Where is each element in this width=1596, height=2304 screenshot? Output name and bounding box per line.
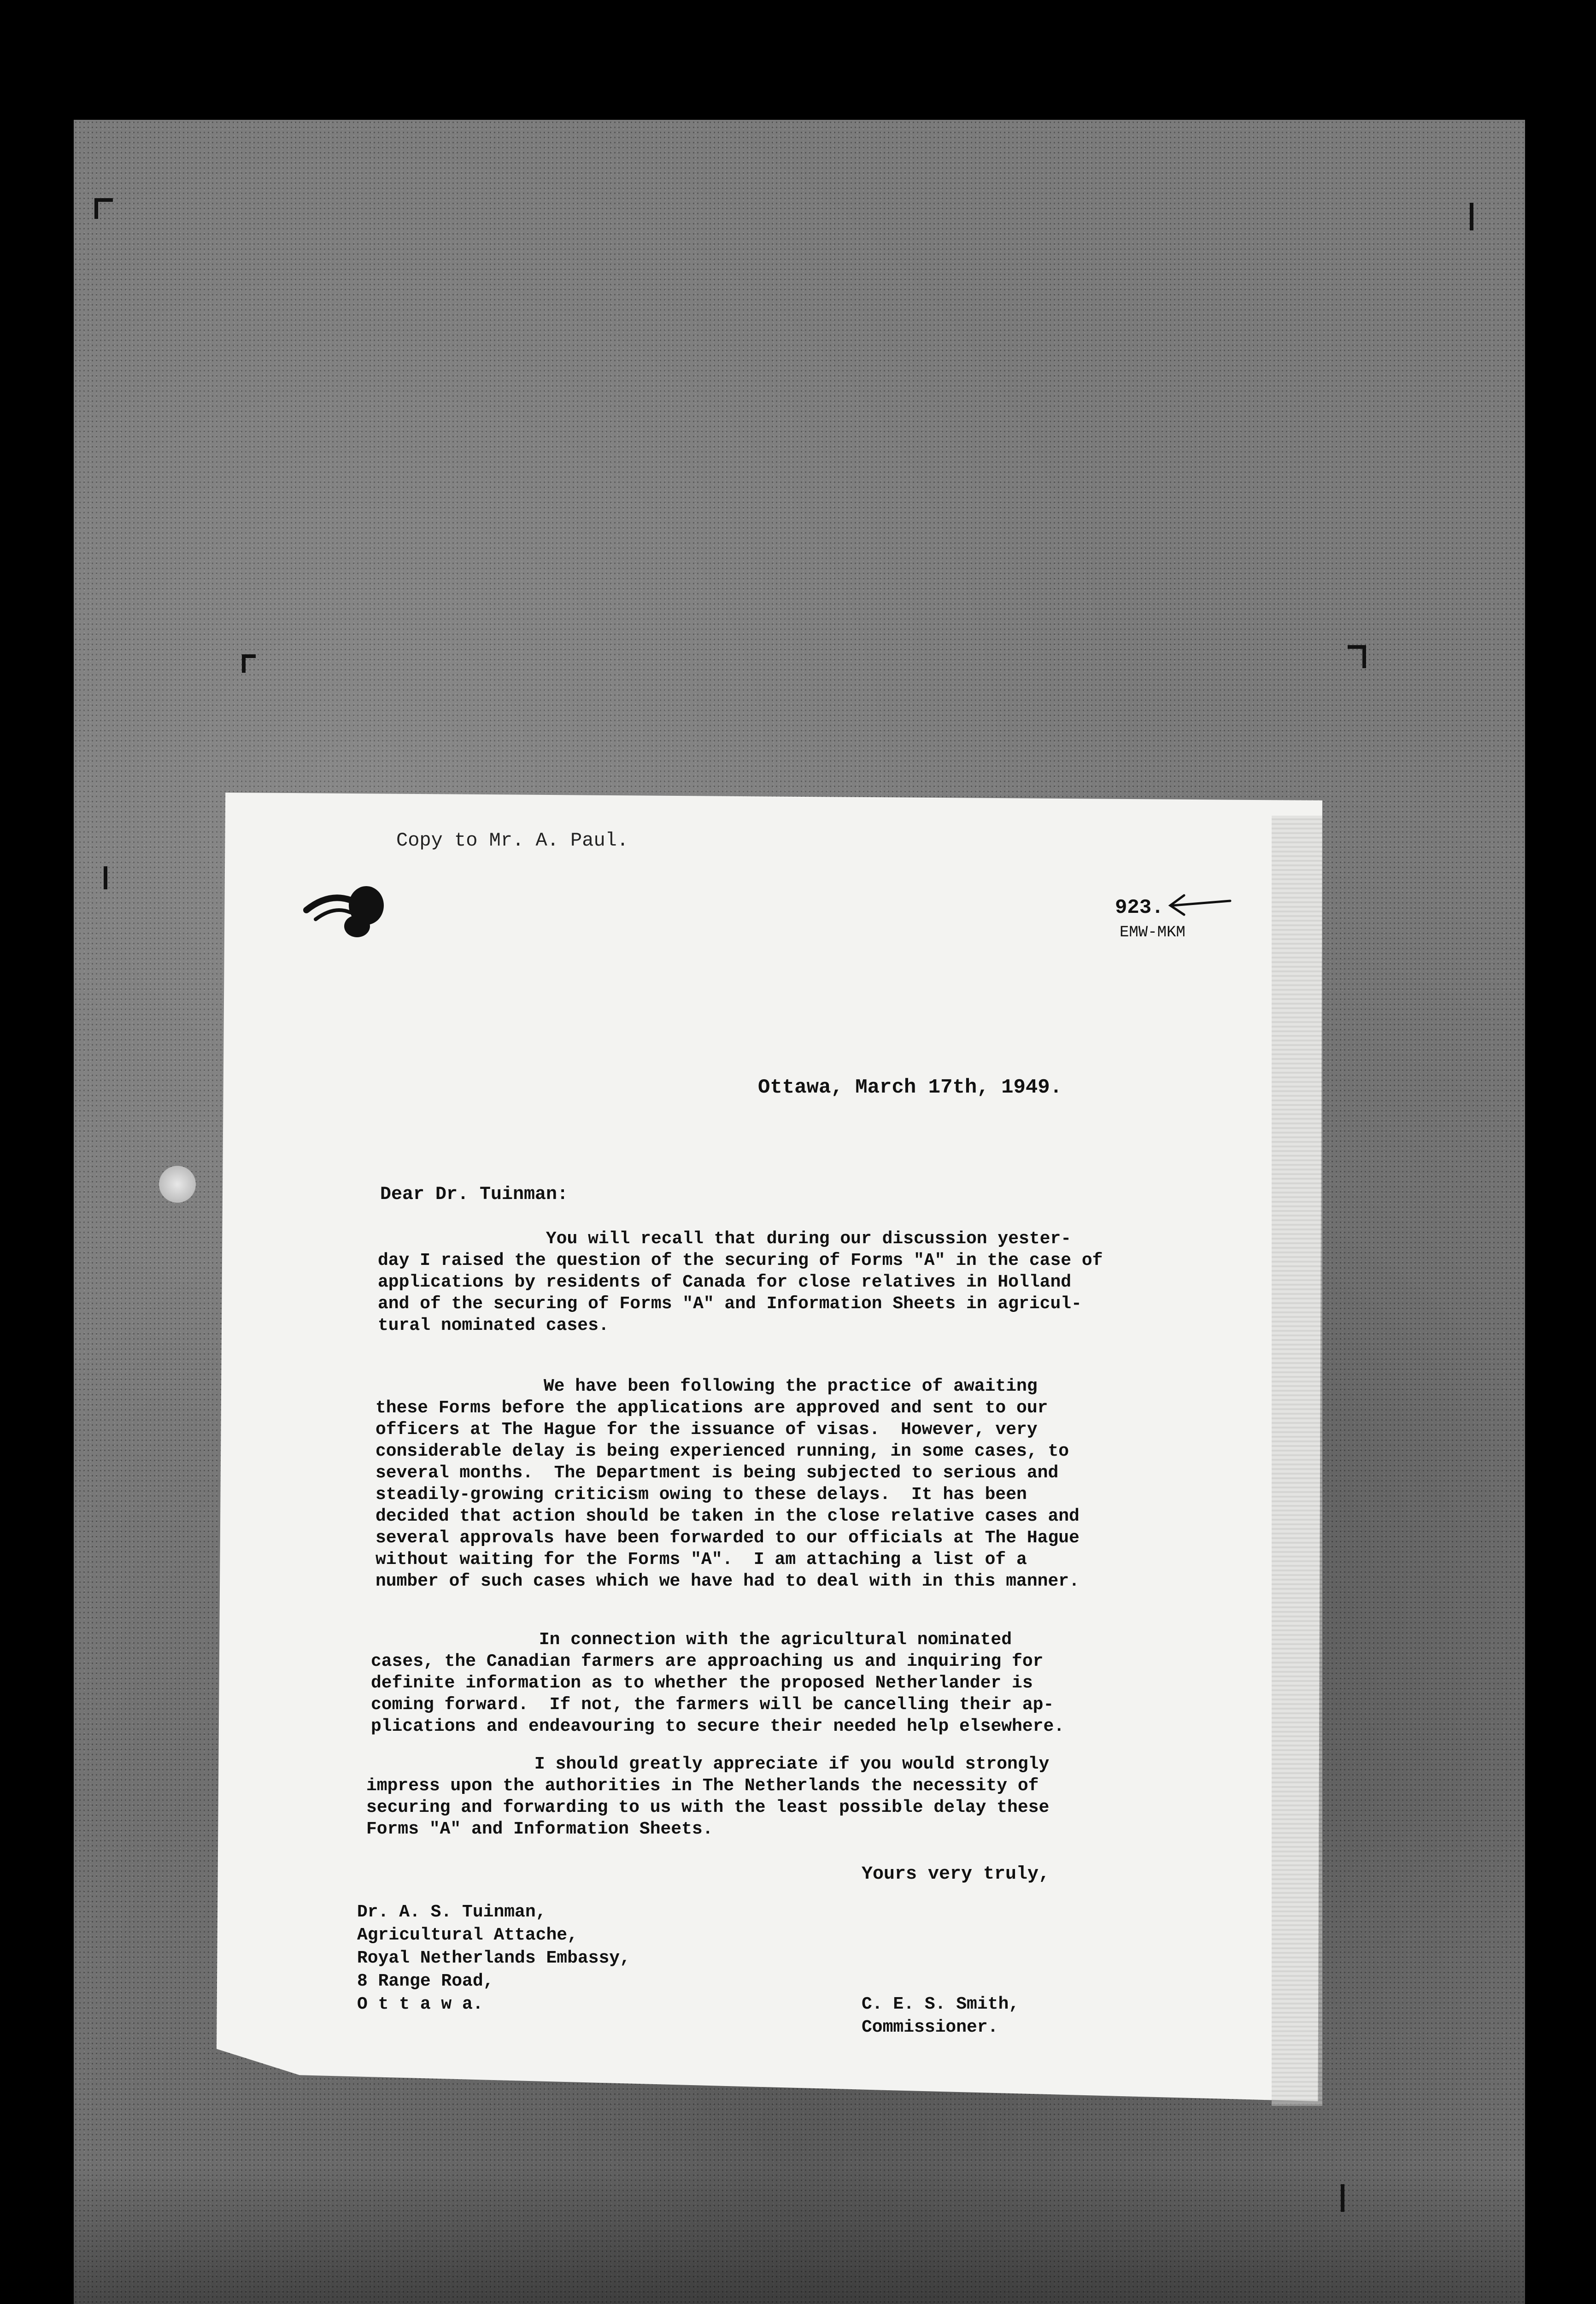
sheet-edge [1272, 816, 1322, 2106]
recipient-address: Dr. A. S. Tuinman, Agricultural Attache, Royal Netherlands Embassy, 8 Range Road, O t t a w a. [357, 1902, 630, 2014]
board-mark [94, 198, 98, 219]
signature-block: C. E. S. Smith, Commissioner. [862, 1994, 1020, 2037]
paragraph-1: You will recall that during our discussion yester- day I raised the question of the securing of Forms "A" in the case of applications by residents of Canada for close relatives in Holland and of the securing of Forms "A" and Information Sheets in agricul- tural nominated cases. [378, 1229, 1103, 1335]
board-mark [242, 654, 246, 673]
handwritten-arrow-icon [1163, 892, 1232, 919]
board-shadow [74, 2166, 1525, 2304]
board-mark [1362, 645, 1366, 668]
salutation: Dear Dr. Tuinman: [380, 1184, 569, 1205]
board-mark [1470, 203, 1473, 230]
paragraph-4: I should greatly appreciate if you would strongly impress upon the authorities in The Netherlands the necessity of securing and forwarding to us with the least possible delay these Forms "A" and Information Sheets. [366, 1754, 1050, 1839]
letter-date: Ottawa, March 17th, 1949. [758, 1076, 1062, 1099]
copy-to-line: Copy to Mr. A. Paul. [396, 829, 629, 852]
paragraph-2: We have been following the practice of awaiting these Forms before the applications are approved and sent to our officers at The Hague for the issuance of visas. However, very considerable delay is being experienced running, in some cases, to several months. The Department is being subjected to serious and steadily-growing criticism owing to these delays. It has been decided that action should be taken in the close relative cases and several approvals have been forwarded to our officials at The Hague without waiting for the Forms "A". I am attaching a list of a number of such cases which we have had to deal with in this manner. [376, 1376, 1080, 1591]
board-mark [1341, 2184, 1344, 2212]
paragraph-3: In connection with the agricultural nominated cases, the Canadian farmers are approaching us and inquiring for definite information as to whether the proposed Netherlander is coming forward. If not, the farmers will be cancelling their ap- plications and endeavouring to secure their needed help elsewhere. [371, 1630, 1065, 1736]
file-number: 923. [1115, 896, 1164, 919]
closing: Yours very truly, [862, 1864, 1050, 1885]
ink-blot-icon [302, 873, 394, 947]
board-mark [104, 866, 107, 889]
film-spot [159, 1166, 196, 1203]
typist-initials: EMW-MKM [1120, 924, 1185, 941]
